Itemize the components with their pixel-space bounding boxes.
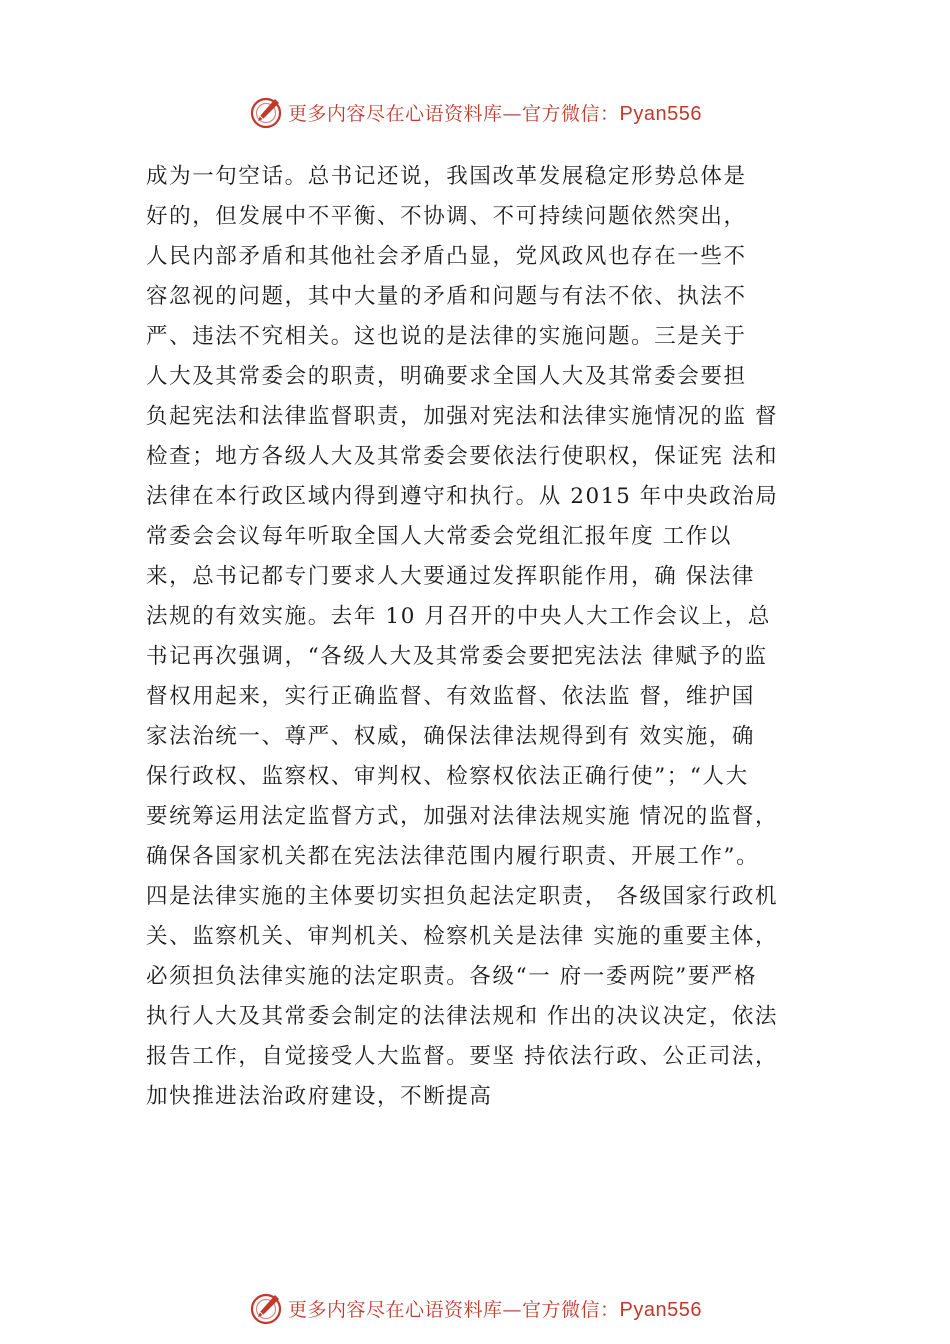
body-line: 要统筹运用法定监督方式，加强对法律法规实施 情况的监督， bbox=[146, 804, 779, 829]
header-site-text: 更多内容尽在心语资料库 bbox=[288, 102, 503, 125]
body-line: 保行政权、监察权、审判权、检察权依法正确行使”；“人大 bbox=[146, 764, 749, 789]
pen-logo-icon bbox=[248, 1290, 284, 1326]
body-line: 家法治统一、尊严、权威，确保法律法规得到有 效实施，确 bbox=[146, 724, 756, 749]
header-separator: — bbox=[502, 102, 523, 125]
body-line: 容忽视的问题，其中大量的矛盾和问题与有法不依、执法不 bbox=[146, 284, 747, 309]
body-line: 加快推进法治政府建设，不断提高 bbox=[146, 1084, 493, 1109]
document-body bbox=[146, 157, 836, 1117]
body-line: 书记再次强调，“各级人大及其常委会要把宪法法 律赋予的监 bbox=[146, 644, 768, 669]
body-line: 常委会会议每年听取全国人大常委会党组汇报年度 工作以 bbox=[146, 524, 732, 549]
body-line: 报告工作，自觉接受人大监督。要坚 持依法行政、公正司法， bbox=[146, 1044, 779, 1069]
footer-banner bbox=[0, 1288, 950, 1328]
header-banner-text bbox=[288, 99, 702, 126]
header-banner bbox=[0, 92, 950, 132]
body-line: 成为一句空话。总书记还说，我国改革发展稳定形势总体是 bbox=[146, 164, 747, 189]
body-line: 好的，但发展中不平衡、不协调、不可持续问题依然突出， bbox=[146, 204, 747, 229]
header-wechat-id: Pyan556 bbox=[619, 102, 702, 125]
body-line: 必须担负法律实施的法定职责。各级“一 府一委两院”要严格 bbox=[146, 964, 758, 989]
body-line: 人大及其常委会的职责，明确要求全国人大及其常委会要担 bbox=[146, 364, 747, 389]
footer-separator: — bbox=[502, 1298, 523, 1321]
body-line: 四是法律实施的主体要切实担负起法定职责， 各级国家行政机 bbox=[146, 884, 779, 909]
body-line: 负起宪法和法律监督职责，加强对宪法和法律实施情况的监 督 bbox=[146, 404, 779, 429]
body-line: 来，总书记都专门要求人大要通过发挥职能作用，确 保法律 bbox=[146, 564, 756, 589]
body-line: 法规的有效实施。去年 10 月召开的中央人大工作会议上，总 bbox=[146, 604, 771, 629]
footer-banner-text bbox=[288, 1295, 702, 1322]
header-wechat-label: 官方微信： bbox=[522, 102, 620, 125]
body-line: 人民内部矛盾和其他社会矛盾凸显，党风政风也存在一些不 bbox=[146, 244, 747, 269]
body-line: 执行人大及其常委会制定的法律法规和 作出的决议决定，依法 bbox=[146, 1004, 779, 1029]
pen-logo-icon bbox=[248, 94, 284, 130]
body-line: 确保各国家机关都在宪法法律范围内履行职责、开展工作”。 bbox=[146, 844, 760, 869]
body-line: 督权用起来，实行正确监督、有效监督、依法监 督，维护国 bbox=[146, 684, 756, 709]
body-line: 法律在本行政区域内得到遵守和执行。从 2015 年中央政治局 bbox=[146, 484, 779, 509]
body-line: 严、违法不究相关。这也说的是法律的实施问题。三是关于 bbox=[146, 324, 747, 349]
body-line: 关、监察机关、审判机关、检察机关是法律 实施的重要主体， bbox=[146, 924, 779, 949]
footer-site-text: 更多内容尽在心语资料库 bbox=[288, 1298, 503, 1321]
footer-wechat-id: Pyan556 bbox=[619, 1298, 702, 1321]
footer-wechat-label: 官方微信： bbox=[522, 1298, 620, 1321]
body-line: 检查；地方各级人大及其常委会要依法行使职权，保证宪 法和 bbox=[146, 444, 779, 469]
